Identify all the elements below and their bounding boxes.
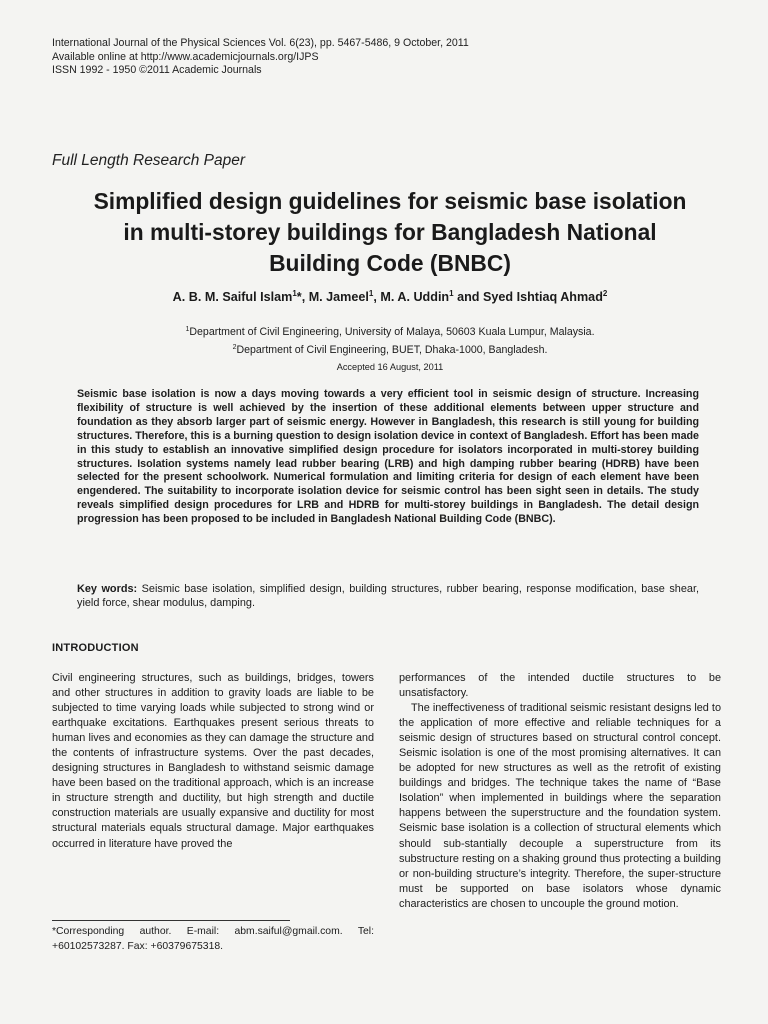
author-affiliation-marker: 1: [292, 289, 297, 298]
journal-header: [52, 37, 469, 78]
affiliation-list: [40, 322, 740, 358]
affiliation-item: [40, 340, 740, 358]
affiliation-text: Department of Civil Engineering, University of Malaya, 50603 Kuala Lumpur, Malaysia.: [189, 326, 595, 338]
author-name: Syed Ishtiaq Ahmad: [482, 290, 603, 304]
corresponding-author-marker: *: [296, 290, 302, 304]
introduction-heading: INTRODUCTION: [52, 642, 139, 654]
paper-title: [40, 186, 740, 279]
author-name: A. B. M. Saiful Islam: [172, 290, 293, 304]
footnote-divider: [52, 920, 290, 921]
keywords-label: Key words:: [77, 583, 138, 595]
keywords: [77, 582, 699, 610]
title-line: Simplified design guidelines for seismic base isolation: [93, 188, 687, 214]
title-line: in multi-storey buildings for Bangladesh National: [123, 219, 657, 245]
body-paragraph: The ineffectiveness of traditional seismic resistant designs led to the application of more effective and reliable techniques for a seismic design of structures based on structural control concept. Seismic isolation is one of the most promising alternatives. It can be adopted for new structures as well as the retrofit of existing buildings and bridges. The technique takes the name of “Base Isolation” when implemented in buildings where the separation happens between the superstructure and the foundation system. Seismic base isolation is a collection of structural elements which should sub-stantially decouple a superstructure from its substructure resting on a shaking ground thus protecting a building or non-building structure’s integrity. Therefore, the super-structure must be supported on base isolators whose dynamic characteristics are chosen to uncouple the ground motion.: [399, 702, 721, 910]
author-affiliation-marker: 1: [449, 289, 454, 298]
paper-type-label: Full Length Research Paper: [52, 152, 246, 169]
body-column-right: [399, 671, 721, 912]
affiliation-text: Department of Civil Engineering, BUET, Dhaka-1000, Bangladesh.: [236, 344, 548, 356]
body-paragraph: performances of the intended ductile structures to be unsatisfactory.: [399, 672, 721, 700]
affiliation-item: [40, 322, 740, 340]
author-list: A. B. M. Saiful Islam$^1$*, M. Jameel$^1$, M. A. Uddin$^1$ and Syed Ishtiaq Ahmad$^2$: [172, 289, 608, 304]
author-affiliation-marker: 2: [602, 289, 608, 298]
journal-citation: International Journal of the Physical Sciences Vol. 6(23), pp. 5467-5486, 9 October, 2011: [52, 37, 469, 49]
affiliation-marker: 1: [185, 326, 190, 333]
author-name: M. Jameel: [308, 290, 369, 304]
body-column-left: Civil engineering structures, such as buildings, bridges, towers and other structures in addition to gravity loads are liable to be subjected to time varying loads while subjected to strong wind or earthquake excitations. Earthquakes present serious threats to human lives and economies as they can damage the structure and the contents of infrastructure systems. Over the past decades, designing structures in Bangladesh to withstand seismic damage have been based on the traditional approach, which is an increase in structure strength and ductility, but high strength and ductile construction materials are usually expansive and ductility for most structural materials equals structural damage. Major earthquakes occurred in literature have proved the: [52, 672, 374, 850]
abstract: Seismic base isolation is now a days moving towards a very efficient tool in seismic design of structure. Increasing flexibility of structure is well achieved by the insertion of these additional elements between upper structure and foundation as they absorb larger part of seismic energy. However in Bangladesh, this research is still young for building structures. Therefore, this is a burning question to design isolation device in context of Bangladesh. Effort has been made in this study to establish an innovative simplified design procedure for isolators incorporated in multi-storey building structures. Isolation systems namely lead rubber bearing (LRB) and high damping rubber bearing (HDRB) have been selected for the present schoolwork. Numerical formulation and limiting criteria for design of each element have been engendered. The suitability to incorporate isolation device for seismic control has been sight seen in details. The study reveals simplified design procedures for LRB and HDRB for multi-storey buildings in Bangladesh. The detail design progression has been proposed to be included in Bangladesh National Building Code (BNBC).: [77, 388, 699, 526]
author-affiliation-marker: 1: [368, 289, 374, 298]
title-line: Building Code (BNBC): [269, 250, 511, 276]
journal-issn: ISSN 1992 - 1950 ©2011 Academic Journals: [52, 64, 262, 76]
journal-url-line: Available online at http://www.academicjournals.org/IJPS: [52, 50, 319, 63]
keywords-text: Seismic base isolation, simplified design, building structures, rubber bearing, response modification, base shear, yield force, shear modulus, damping.: [77, 583, 700, 610]
accepted-date: Accepted 16 August, 2011: [336, 362, 444, 372]
corresponding-author-footnote: *Corresponding author. E-mail: abm.saiful@gmail.com. Tel: +60102573287. Fax: +60379675318.: [52, 926, 374, 952]
affiliation-marker: 2: [232, 344, 237, 351]
author-name: M. A. Uddin: [380, 290, 450, 304]
